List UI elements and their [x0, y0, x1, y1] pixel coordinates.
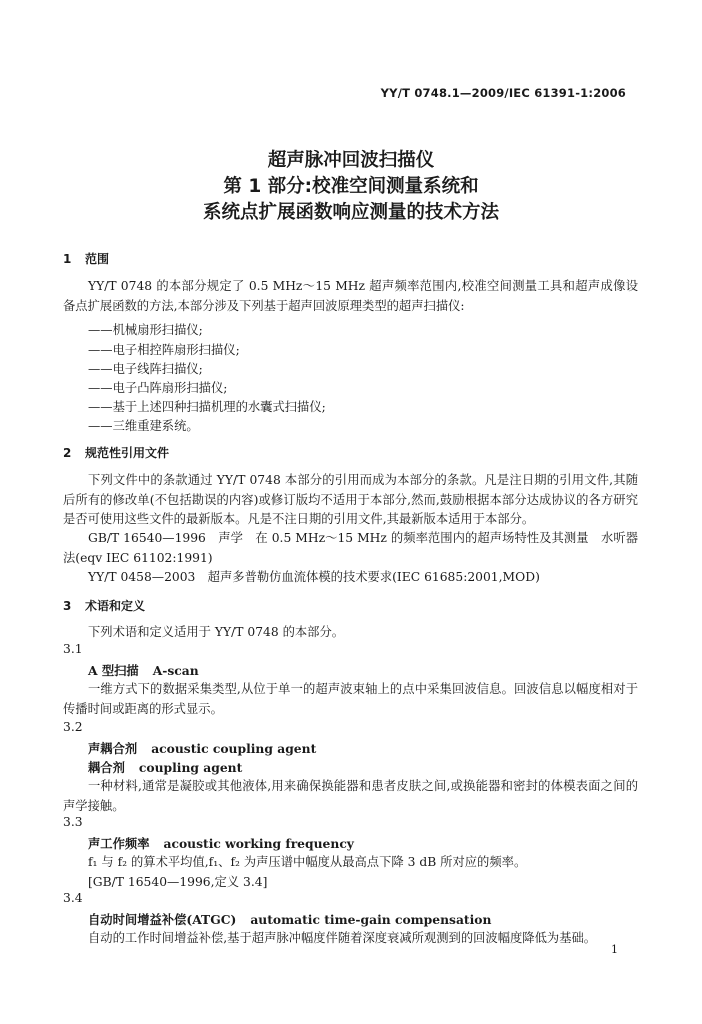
term-number: 3.2 [63, 720, 83, 734]
normative-reference-1: GB/T 16540—1996 声学 在 0.5 MHz～15 MHz 的频率范围内的超声场特性及其测量 水听器法(eqv IEC 61102:1991) [63, 531, 638, 565]
page-number: 1 [611, 943, 618, 956]
section-number: 3 [63, 599, 72, 613]
term-heading [88, 661, 199, 679]
term-definition: 一维方式下的数据采集类型,从位于单一的超声波束轴上的点中采集回波信息。回波信息以幅度相对于传播时间或距离的形式显示。 [63, 682, 638, 716]
term-number: 3.4 [63, 891, 83, 905]
list-item: ——电子相控阵扇形扫描仪; [88, 343, 240, 357]
list-item: ——机械扇形扫描仪; [88, 323, 203, 337]
term-definition: 自动的工作时间增益补偿,基于超声脉冲幅度伴随着深度衰减所观测到的回波幅度降低为基础。 [88, 931, 597, 945]
list-item: ——基于上述四种扫描机理的水囊式扫描仪; [88, 400, 326, 414]
list-item: ——三维重建系统。 [88, 419, 199, 433]
list-item: ——电子线阵扫描仪; [88, 362, 203, 376]
term-zh: 耦合剂 [88, 760, 125, 775]
section-2-paragraph: 下列文件中的条款通过 YY/T 0748 本部分的引用而成为本部分的条款。凡是注日期的引用文件,其随后所有的修改单(不包括勘误的内容)或修订版均不适用于本部分,然而,鼓励根据本部分达成协议的各方研究是否可使用这些文件的最新版本。凡是不注日期的引用文件,其最新版本适用于本部分。 [63, 473, 638, 527]
term-source-reference: [GB/T 16540—1996,定义 3.4] [88, 875, 268, 889]
term-en: A-scan [152, 663, 199, 678]
term-en: acoustic coupling agent [151, 741, 317, 756]
section-2-heading [63, 444, 169, 461]
term-en: coupling agent [138, 760, 243, 775]
term-number: 3.3 [63, 815, 83, 829]
term-zh: 自动时间增益补偿(ATGC) [88, 912, 237, 927]
term-en: automatic time-gain compensation [250, 912, 492, 927]
title-line-3: 系统点扩展函数响应测量的技术方法 [202, 202, 499, 223]
title-line-1: 超声脉冲回波扫描仪 [267, 150, 435, 171]
section-title: 规范性引用文件 [85, 446, 170, 460]
term-definition: f₁ 与 f₂ 的算术平均值,f₁、f₂ 为声压谱中幅度从最高点下降 3 dB 所对应的频率。 [88, 855, 527, 869]
section-title: 术语和定义 [85, 599, 146, 613]
list-item: ——电子凸阵扇形扫描仪; [88, 381, 228, 395]
term-number: 3.1 [63, 642, 83, 656]
section-1-intro: YY/T 0748 的本部分规定了 0.5 MHz～15 MHz 超声频率范围内,校准空间测量工具和超声成像设备点扩展函数的方法,本部分涉及下列基于超声回波原理类型的超声扫描仪: [63, 279, 638, 313]
term-zh: A 型扫描 [88, 663, 139, 678]
standard-number: YY/T 0748.1—2009/IEC 61391-1:2006 [380, 86, 626, 100]
term-heading [88, 739, 316, 757]
title-line-2: 第 1 部分:校准空间测量系统和 [223, 176, 479, 197]
term-zh: 声耦合剂 [88, 741, 138, 756]
term-heading [88, 834, 354, 852]
term-heading-alt [88, 758, 242, 776]
term-heading [88, 910, 491, 928]
section-3-paragraph: 下列术语和定义适用于 YY/T 0748 的本部分。 [88, 625, 345, 639]
section-title: 范围 [85, 252, 110, 266]
normative-reference-2: YY/T 0458—2003 超声多普勒仿血流体模的技术要求(IEC 61685:2001,MOD) [88, 570, 540, 584]
section-1-heading [63, 250, 109, 267]
term-definition: 一种材料,通常是凝胶或其他液体,用来确保换能器和患者皮肤之间,或换能器和密封的体模表面之间的声学接触。 [63, 779, 638, 813]
term-zh: 声工作频率 [88, 836, 150, 851]
section-3-heading [63, 597, 145, 614]
term-en: acoustic working frequency [163, 836, 354, 851]
section-number: 1 [63, 252, 72, 266]
section-number: 2 [63, 446, 72, 460]
